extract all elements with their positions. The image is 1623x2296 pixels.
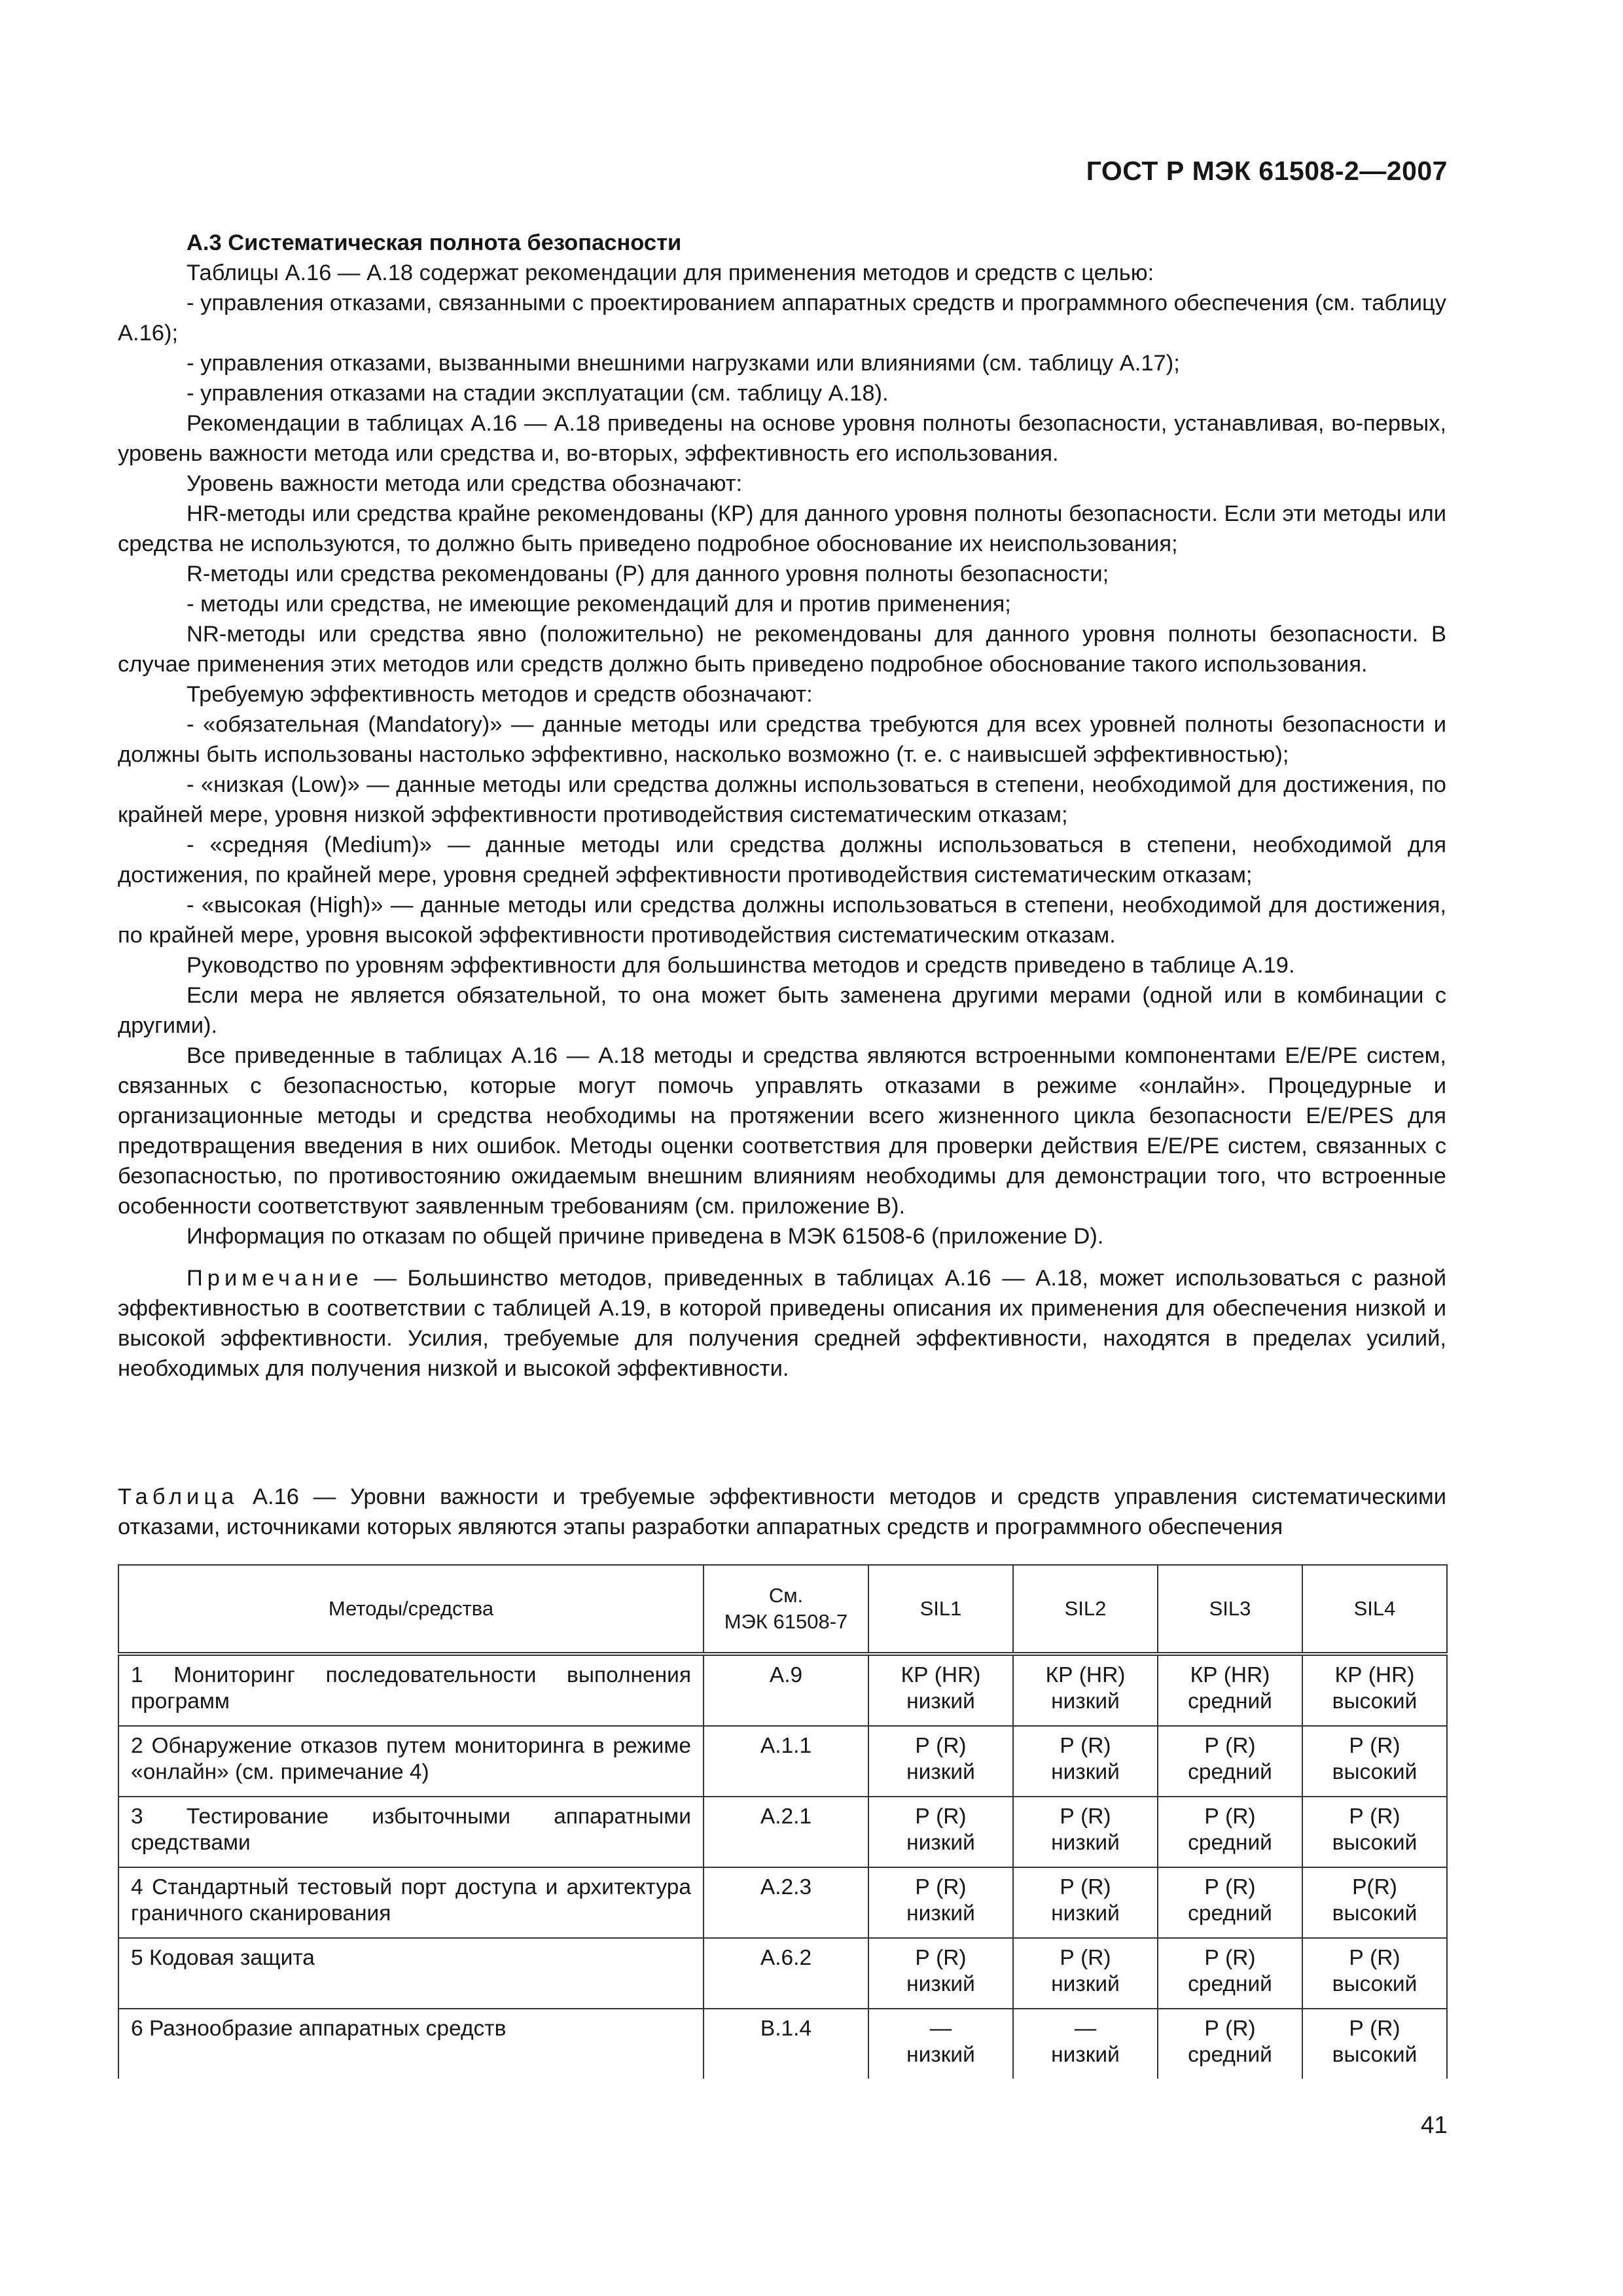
importance-level: Р (R) bbox=[915, 1734, 967, 1758]
standard-designation: ГОСТ Р МЭК 61508-2—2007 bbox=[1086, 156, 1448, 186]
paragraph: - методы или средства, не имеющие рекомендаций для и против применения; bbox=[187, 592, 1011, 617]
effectiveness-level: низкий bbox=[1051, 1689, 1120, 1713]
importance-level: Р (R) bbox=[1060, 1875, 1111, 1899]
importance-level: Р(R) bbox=[1352, 1875, 1397, 1899]
effectiveness-level: низкий bbox=[906, 1972, 975, 1996]
note-text: — Большинство методов, приведенных в таблицах А.16 — А.18, может использоваться с разной эффективностью в соответствии с таблицей А.19, в которой приведены описания их применения для обеспечения низкой и высокой эффективности. Усилия, требуемые для получения средней эффективности, находятся в пределах усилий, необходимых для получения низкой и высокой эффективности. bbox=[118, 1266, 1446, 1381]
importance-level: Р (R) bbox=[1204, 1946, 1256, 1970]
table-caption bbox=[118, 1482, 1446, 1542]
column-header-sil3: SIL3 bbox=[1158, 1565, 1302, 1654]
section-body bbox=[118, 228, 1446, 1384]
method-cell: 1 Мониторинг последовательности выполнения программ bbox=[118, 1654, 704, 1726]
column-header-method: Методы/средства bbox=[118, 1565, 704, 1654]
table-caption-label: Таблица bbox=[118, 1484, 239, 1509]
sil2-cell bbox=[1013, 1726, 1158, 1797]
method-cell: 2 Обнаружение отказов путем мониторинга в режиме «онлайн» (см. примечание 4) bbox=[118, 1726, 704, 1797]
reference-cell: В.1.4 bbox=[704, 2009, 868, 2079]
section-heading: А.3 Систематическая полнота безопасности bbox=[187, 230, 682, 255]
sil3-cell bbox=[1158, 2009, 1302, 2079]
sil3-cell bbox=[1158, 1867, 1302, 1938]
importance-level: — bbox=[929, 2017, 952, 2041]
importance-level: Р (R) bbox=[1349, 2017, 1400, 2041]
importance-level: Р (R) bbox=[1349, 1734, 1400, 1758]
reference-cell: А.9 bbox=[704, 1654, 868, 1726]
importance-level: Р (R) bbox=[1349, 1946, 1400, 1970]
sil3-cell bbox=[1158, 1726, 1302, 1797]
table-row bbox=[118, 1726, 1447, 1797]
paragraph: HR-методы или средства крайне рекомендованы (КР) для данного уровня полноты безопасности. Если эти методы или средства не используются, то должно быть приведено подробное обоснование их неиспользования; bbox=[118, 501, 1446, 556]
page-number: 41 bbox=[1420, 2111, 1448, 2138]
column-header-reference-line2: МЭК 61508-7 bbox=[724, 1610, 848, 1633]
sil4-cell bbox=[1302, 1726, 1447, 1797]
paragraph: Рекомендации в таблицах А.16 — А.18 приведены на основе уровня полноты безопасности, устанавливая, во-первых, уровень важности метода или средства и, во-вторых, эффективность его использования. bbox=[118, 411, 1446, 466]
effectiveness-level: средний bbox=[1188, 1760, 1272, 1784]
effectiveness-level: низкий bbox=[906, 2043, 975, 2067]
importance-level: Р (R) bbox=[1349, 1804, 1400, 1829]
importance-level: КР (HR) bbox=[1334, 1663, 1415, 1687]
reference-cell: А.2.3 bbox=[704, 1867, 868, 1938]
paragraph: Руководство по уровням эффективности для большинства методов и средств приведено в таблице А.19. bbox=[187, 953, 1295, 978]
importance-level: КР (HR) bbox=[901, 1663, 981, 1687]
table-header-row bbox=[118, 1565, 1447, 1654]
paragraph: - управления отказами на стадии эксплуатации (см. таблицу А.18). bbox=[187, 381, 889, 406]
effectiveness-level: высокий bbox=[1332, 1689, 1418, 1713]
methods-table bbox=[118, 1564, 1448, 2079]
paragraph: - управления отказами, вызванными внешними нагрузками или влияниями (см. таблицу А.17); bbox=[187, 351, 1180, 376]
effectiveness-level: высокий bbox=[1332, 1831, 1418, 1855]
note-label: Примечание bbox=[187, 1266, 363, 1291]
paragraph: Таблицы А.16 — А.18 содержат рекомендации для применения методов и средств с целью: bbox=[187, 260, 1154, 285]
sil3-cell bbox=[1158, 1938, 1302, 2009]
paragraph: - «низкая (Low)» — данные методы или средства должны использоваться в степени, необходимой для достижения, по крайней мере, уровня низкой эффективности противодействия систематическим отказам; bbox=[118, 772, 1446, 827]
sil4-cell bbox=[1302, 1867, 1447, 1938]
importance-level: Р (R) bbox=[1204, 1804, 1256, 1829]
method-cell: 4 Стандартный тестовый порт доступа и архитектура граничного сканирования bbox=[118, 1867, 704, 1938]
effectiveness-level: низкий bbox=[906, 1901, 975, 1926]
paragraph: - «средняя (Medium)» — данные методы или средства должны использоваться в степени, необходимой для достижения, по крайней мере, уровня средней эффективности противодействия систематическим отказам; bbox=[118, 833, 1446, 888]
table-row bbox=[118, 1938, 1447, 2009]
effectiveness-level: низкий bbox=[1051, 1901, 1120, 1926]
effectiveness-level: средний bbox=[1188, 1831, 1272, 1855]
sil1-cell bbox=[868, 1797, 1013, 1867]
table-row bbox=[118, 1797, 1447, 1867]
effectiveness-level: высокий bbox=[1332, 1760, 1418, 1784]
method-cell: 3 Тестирование избыточными аппаратными средствами bbox=[118, 1797, 704, 1867]
column-header-sil4: SIL4 bbox=[1302, 1565, 1447, 1654]
column-header-reference-line1: См. bbox=[768, 1584, 804, 1607]
note bbox=[118, 1263, 1446, 1384]
sil4-cell bbox=[1302, 1654, 1447, 1726]
paragraph: Все приведенные в таблицах А.16 — А.18 методы и средства являются встроенными компонентами E/E/PE систем, связанных с безопасностью, которые могут помочь управлять отказами в режиме «онлайн». Процедурные и организационные методы и средства необходимы на протяжении всего жизненного цикла безопасности E/E/PES для предотвращения введения в них ошибок. Методы оценки соответствия для проверки действия E/E/PE систем, связанных с безопасностью, по противостоянию ожидаемым внешним влияниям необходимы для демонстрации того, что встроенные особенности соответствуют заявленным требованиям (см. приложение В). bbox=[118, 1043, 1446, 1219]
paragraph: Если мера не является обязательной, то она может быть заменена другими мерами (одной или в комбинации с другими). bbox=[118, 983, 1446, 1038]
importance-level: Р (R) bbox=[1204, 1875, 1256, 1899]
effectiveness-level: средний bbox=[1188, 2043, 1272, 2067]
effectiveness-level: низкий bbox=[906, 1689, 975, 1713]
effectiveness-level: средний bbox=[1188, 1901, 1272, 1926]
sil2-cell bbox=[1013, 1797, 1158, 1867]
table-row bbox=[118, 1867, 1447, 1938]
sil1-cell bbox=[868, 2009, 1013, 2079]
paragraph: R-методы или средства рекомендованы (Р) для данного уровня полноты безопасности; bbox=[187, 562, 1109, 586]
importance-level: Р (R) bbox=[915, 1946, 967, 1970]
paragraph: - «высокая (High)» — данные методы или средства должны использоваться в степени, необходимой для достижения, по крайней мере, уровня высокой эффективности противодействия систематическим отказам. bbox=[118, 893, 1446, 948]
paragraph: Информация по отказам по общей причине приведена в МЭК 61508-6 (приложение D). bbox=[187, 1224, 1104, 1249]
importance-level: Р (R) bbox=[1060, 1946, 1111, 1970]
importance-level: Р (R) bbox=[1204, 2017, 1256, 2041]
sil1-cell bbox=[868, 1867, 1013, 1938]
column-header-sil2: SIL2 bbox=[1013, 1565, 1158, 1654]
method-cell: 6 Разнообразие аппаратных средств bbox=[118, 2009, 704, 2079]
paragraph: Уровень важности метода или средства обозначают: bbox=[187, 471, 743, 496]
sil2-cell bbox=[1013, 1867, 1158, 1938]
sil4-cell bbox=[1302, 1797, 1447, 1867]
importance-level: Р (R) bbox=[915, 1804, 967, 1829]
effectiveness-level: высокий bbox=[1332, 1972, 1418, 1996]
sil2-cell bbox=[1013, 2009, 1158, 2079]
effectiveness-level: высокий bbox=[1332, 1901, 1418, 1926]
paragraph: - «обязательная (Mandatory)» — данные методы или средства требуются для всех уровней полноты безопасности и должны быть использованы настолько эффективно, насколько возможно (т. е. с наивысшей эффективностью); bbox=[118, 712, 1446, 767]
effectiveness-level: низкий bbox=[1051, 1972, 1120, 1996]
sil4-cell bbox=[1302, 1938, 1447, 2009]
sil1-cell bbox=[868, 1654, 1013, 1726]
sil4-cell bbox=[1302, 2009, 1447, 2079]
importance-level: Р (R) bbox=[1060, 1734, 1111, 1758]
sil3-cell bbox=[1158, 1654, 1302, 1726]
effectiveness-level: низкий bbox=[1051, 1831, 1120, 1855]
sil1-cell bbox=[868, 1726, 1013, 1797]
importance-level: КР (HR) bbox=[1045, 1663, 1126, 1687]
paragraph: NR-методы или средства явно (положительно) не рекомендованы для данного уровня полноты безопасности. В случае применения этих методов или средств должно быть приведено подробное обоснование такого использования. bbox=[118, 622, 1446, 677]
sil3-cell bbox=[1158, 1797, 1302, 1867]
sil2-cell bbox=[1013, 1938, 1158, 2009]
table-caption-text: А.16 — Уровни важности и требуемые эффективности методов и средств управления систематическими отказами, источниками которых являются этапы разработки аппаратных средств и программного обеспечения bbox=[118, 1484, 1446, 1539]
column-header-reference bbox=[704, 1565, 868, 1654]
column-header-sil1: SIL1 bbox=[868, 1565, 1013, 1654]
reference-cell: А.2.1 bbox=[704, 1797, 868, 1867]
importance-level: Р (R) bbox=[1060, 1804, 1111, 1829]
effectiveness-level: высокий bbox=[1332, 2043, 1418, 2067]
sil2-cell bbox=[1013, 1654, 1158, 1726]
table-row bbox=[118, 2009, 1447, 2079]
paragraph: - управления отказами, связанными с проектированием аппаратных средств и программного обеспечения (см. таблицу А.16); bbox=[118, 291, 1446, 346]
reference-cell: А.1.1 bbox=[704, 1726, 868, 1797]
sil1-cell bbox=[868, 1938, 1013, 2009]
effectiveness-level: низкий bbox=[906, 1760, 975, 1784]
effectiveness-level: средний bbox=[1188, 1972, 1272, 1996]
effectiveness-level: низкий bbox=[1051, 1760, 1120, 1784]
importance-level: Р (R) bbox=[1204, 1734, 1256, 1758]
effectiveness-level: низкий bbox=[1051, 2043, 1120, 2067]
effectiveness-level: средний bbox=[1188, 1689, 1272, 1713]
method-cell: 5 Кодовая защита bbox=[118, 1938, 704, 2009]
table-row bbox=[118, 1654, 1447, 1726]
paragraph: Требуемую эффективность методов и средств обозначают: bbox=[187, 682, 813, 707]
reference-cell: А.6.2 bbox=[704, 1938, 868, 2009]
importance-level: КР (HR) bbox=[1190, 1663, 1270, 1687]
effectiveness-level: низкий bbox=[906, 1831, 975, 1855]
importance-level: Р (R) bbox=[915, 1875, 967, 1899]
importance-level: — bbox=[1074, 2017, 1097, 2041]
